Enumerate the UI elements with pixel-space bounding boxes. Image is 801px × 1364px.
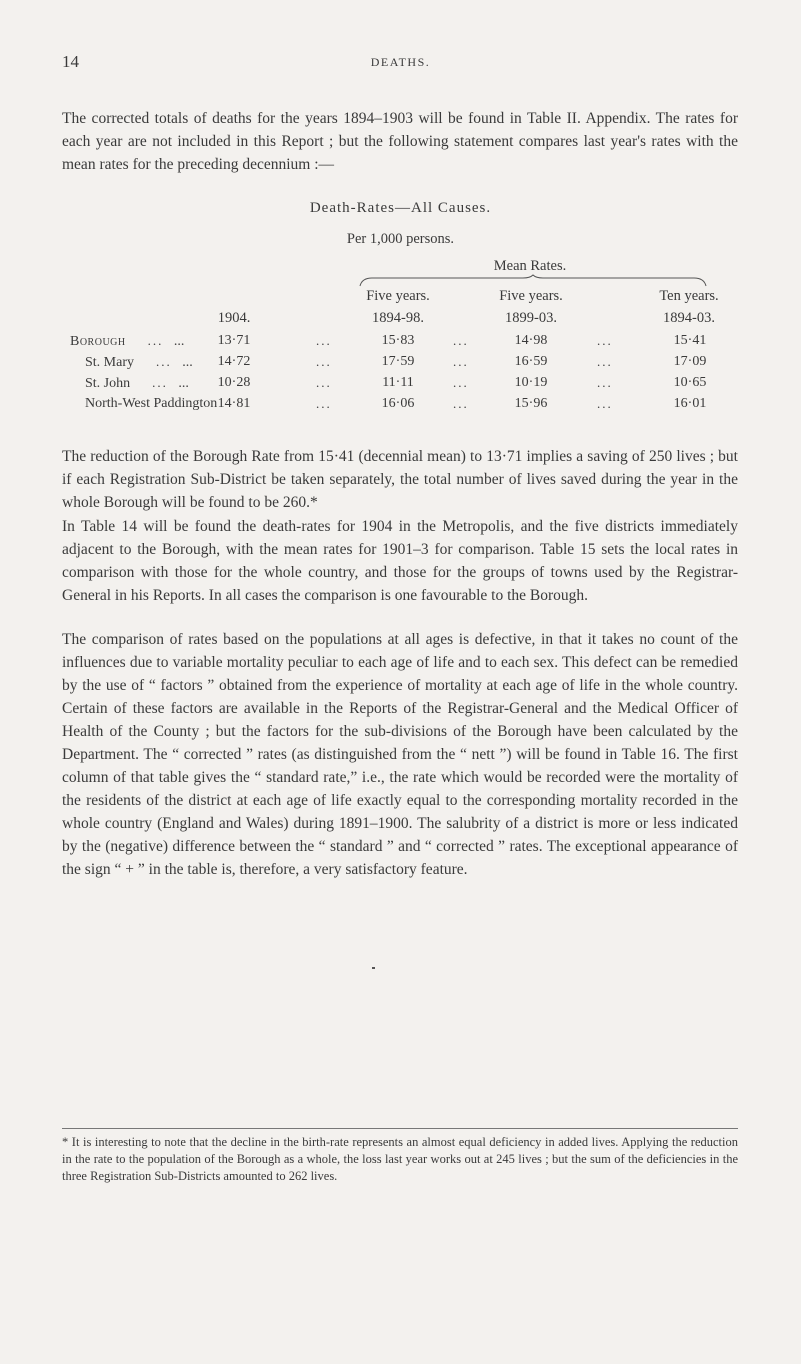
leader-dots: ... [597,354,613,369]
table-title-sep: — [394,200,411,216]
col-0-period: 1904. [217,310,251,326]
leader-dots: ... [597,375,613,390]
leader-dots: ... [173,334,185,349]
table-cell: 14·72 [217,354,251,369]
table14-paragraph: In Table 14 will be found the death-rates for 1904 in the Metropolis, and the five districts immediately adjacent to the Borough, with the mean rates for 1901–3 for comparison. Table 15 sets the local rates in comparison with those for the whole country, and those for the groups of towns used by the Registrar-General in his Reports. In all cases the comparison is one favourable to the Borough. [62,518,738,604]
footnote: * It is interesting to note that the decline in the birth-rate represents an almost equal deficiency in added lives. Applying the reduction in the rate to the population of the Borough as a whole, the loss last year works out at 245 lives ; but the sum of the deficiencies in the three Registration Sub-Districts amounted to 262 lives. [62,1135,738,1183]
leader-dots: ... [453,354,469,369]
leader-dots: ... [453,396,469,411]
table-cell: 17·09 [673,354,707,369]
leader-dots: ... [156,354,172,369]
table-cell: 14·81 [217,396,251,411]
table-cell: 15·96 [514,396,548,411]
table-cell: 13·71 [217,333,251,348]
page-number: 14 [62,52,79,71]
leader-dots: ... [178,376,189,391]
table-title-main: Death-Rates [309,200,395,216]
table-cell: 10·19 [514,375,548,390]
leader-dots: ... [152,375,168,390]
leader-dots: ... [453,333,469,348]
row-label-borough: Borough ... ... [70,333,185,349]
table-cell: 16·59 [514,354,548,369]
reduction-paragraph: The reduction of the Borough Rate from 15·41 (decennial mean) to 13·71 implies a saving of 250 lives ; but if each Registration Sub-District be taken separately, the total number of lives saved during the year in the whole Borough will be found to be 260.* [62,448,738,511]
table-title [0,200,801,217]
leader-dots: ... [316,396,332,411]
table-cell: 15·41 [673,333,707,348]
col-3-label: Ten years. [659,288,719,304]
comparison-paragraph: The comparison of rates based on the populations at all ages is defective, in that it takes no count of the influences due to variable mortality peculiar to each age of life and to each sex. This defect can be remedied by the use of “ factors ” obtained from the experience of mortality at each age of life in the whole country. Certain of these factors are available in the Reports of the Registrar-General and the Medical Officer of Health of the County ; but the factors for the sub-divisions of the Borough have been calculated by the Department. The “ corrected ” rates (as distinguished from the “ nett ”) will be found in Table 16. The first column of that table gives the “ standard rate,” i.e., the rate which would be recorded were the mortality of the residents of the district at each age of life exactly equal to the corresponding mortality recorded in the whole country (England and Wales) during 1891–1900. The salubrity of a district is more or less indicated by the (negative) difference between the “ standard ” and “ corrected ” rates. The exceptional appearance of the sign “ + ” in the table is, therefore, a very satisfactory feature. [62,631,738,878]
table-cell: 15·83 [381,333,415,348]
leader-dots: ... [597,396,613,411]
footnote-rule [62,1128,738,1129]
running-head: DEATHS. [370,55,431,69]
row-label-st-mary: St. Mary ... ... [85,354,193,370]
table-cell: 17·59 [381,354,415,369]
table-subtitle: Per 1,000 persons. [346,231,455,247]
print-speck [372,967,375,969]
table-cell: 14·98 [514,333,548,348]
row-label-st-john: St. John ... ... [85,375,189,391]
col-1-period: 1894-98. [372,310,424,326]
leader-dots: ... [597,333,613,348]
table-cell: 16·01 [673,396,707,411]
leader-dots: ... [316,354,332,369]
mean-rates-brace [358,274,708,288]
table-cell: 16·06 [381,396,415,411]
leader-dots: ... [316,375,332,390]
col-2-label: Five years. [499,288,563,304]
intro-paragraph: The corrected totals of deaths for the years 1894–1903 will be found in Table II. Appendix. The rates for each year are not included in this Report ; but the following statement compares last year's rates with the mean rates for the preceding decennium :— [62,110,738,173]
leader-dots: ... [453,375,469,390]
table-title-rest: All Causes. [410,200,492,216]
col-3-period: 1894-03. [663,310,715,326]
table-cell: 10·65 [673,375,707,390]
leader-dots: ... [182,355,193,370]
col-2-period: 1899-03. [505,310,557,326]
mean-rates-heading: Mean Rates. [493,258,567,274]
row-label-north-west-paddington: North-West Paddington [85,396,218,411]
leader-dots: ... [147,333,164,348]
col-1-label: Five years. [366,288,430,304]
leader-dots: ... [316,333,332,348]
table-cell: 11·11 [382,375,414,390]
table-cell: 10·28 [217,375,251,390]
